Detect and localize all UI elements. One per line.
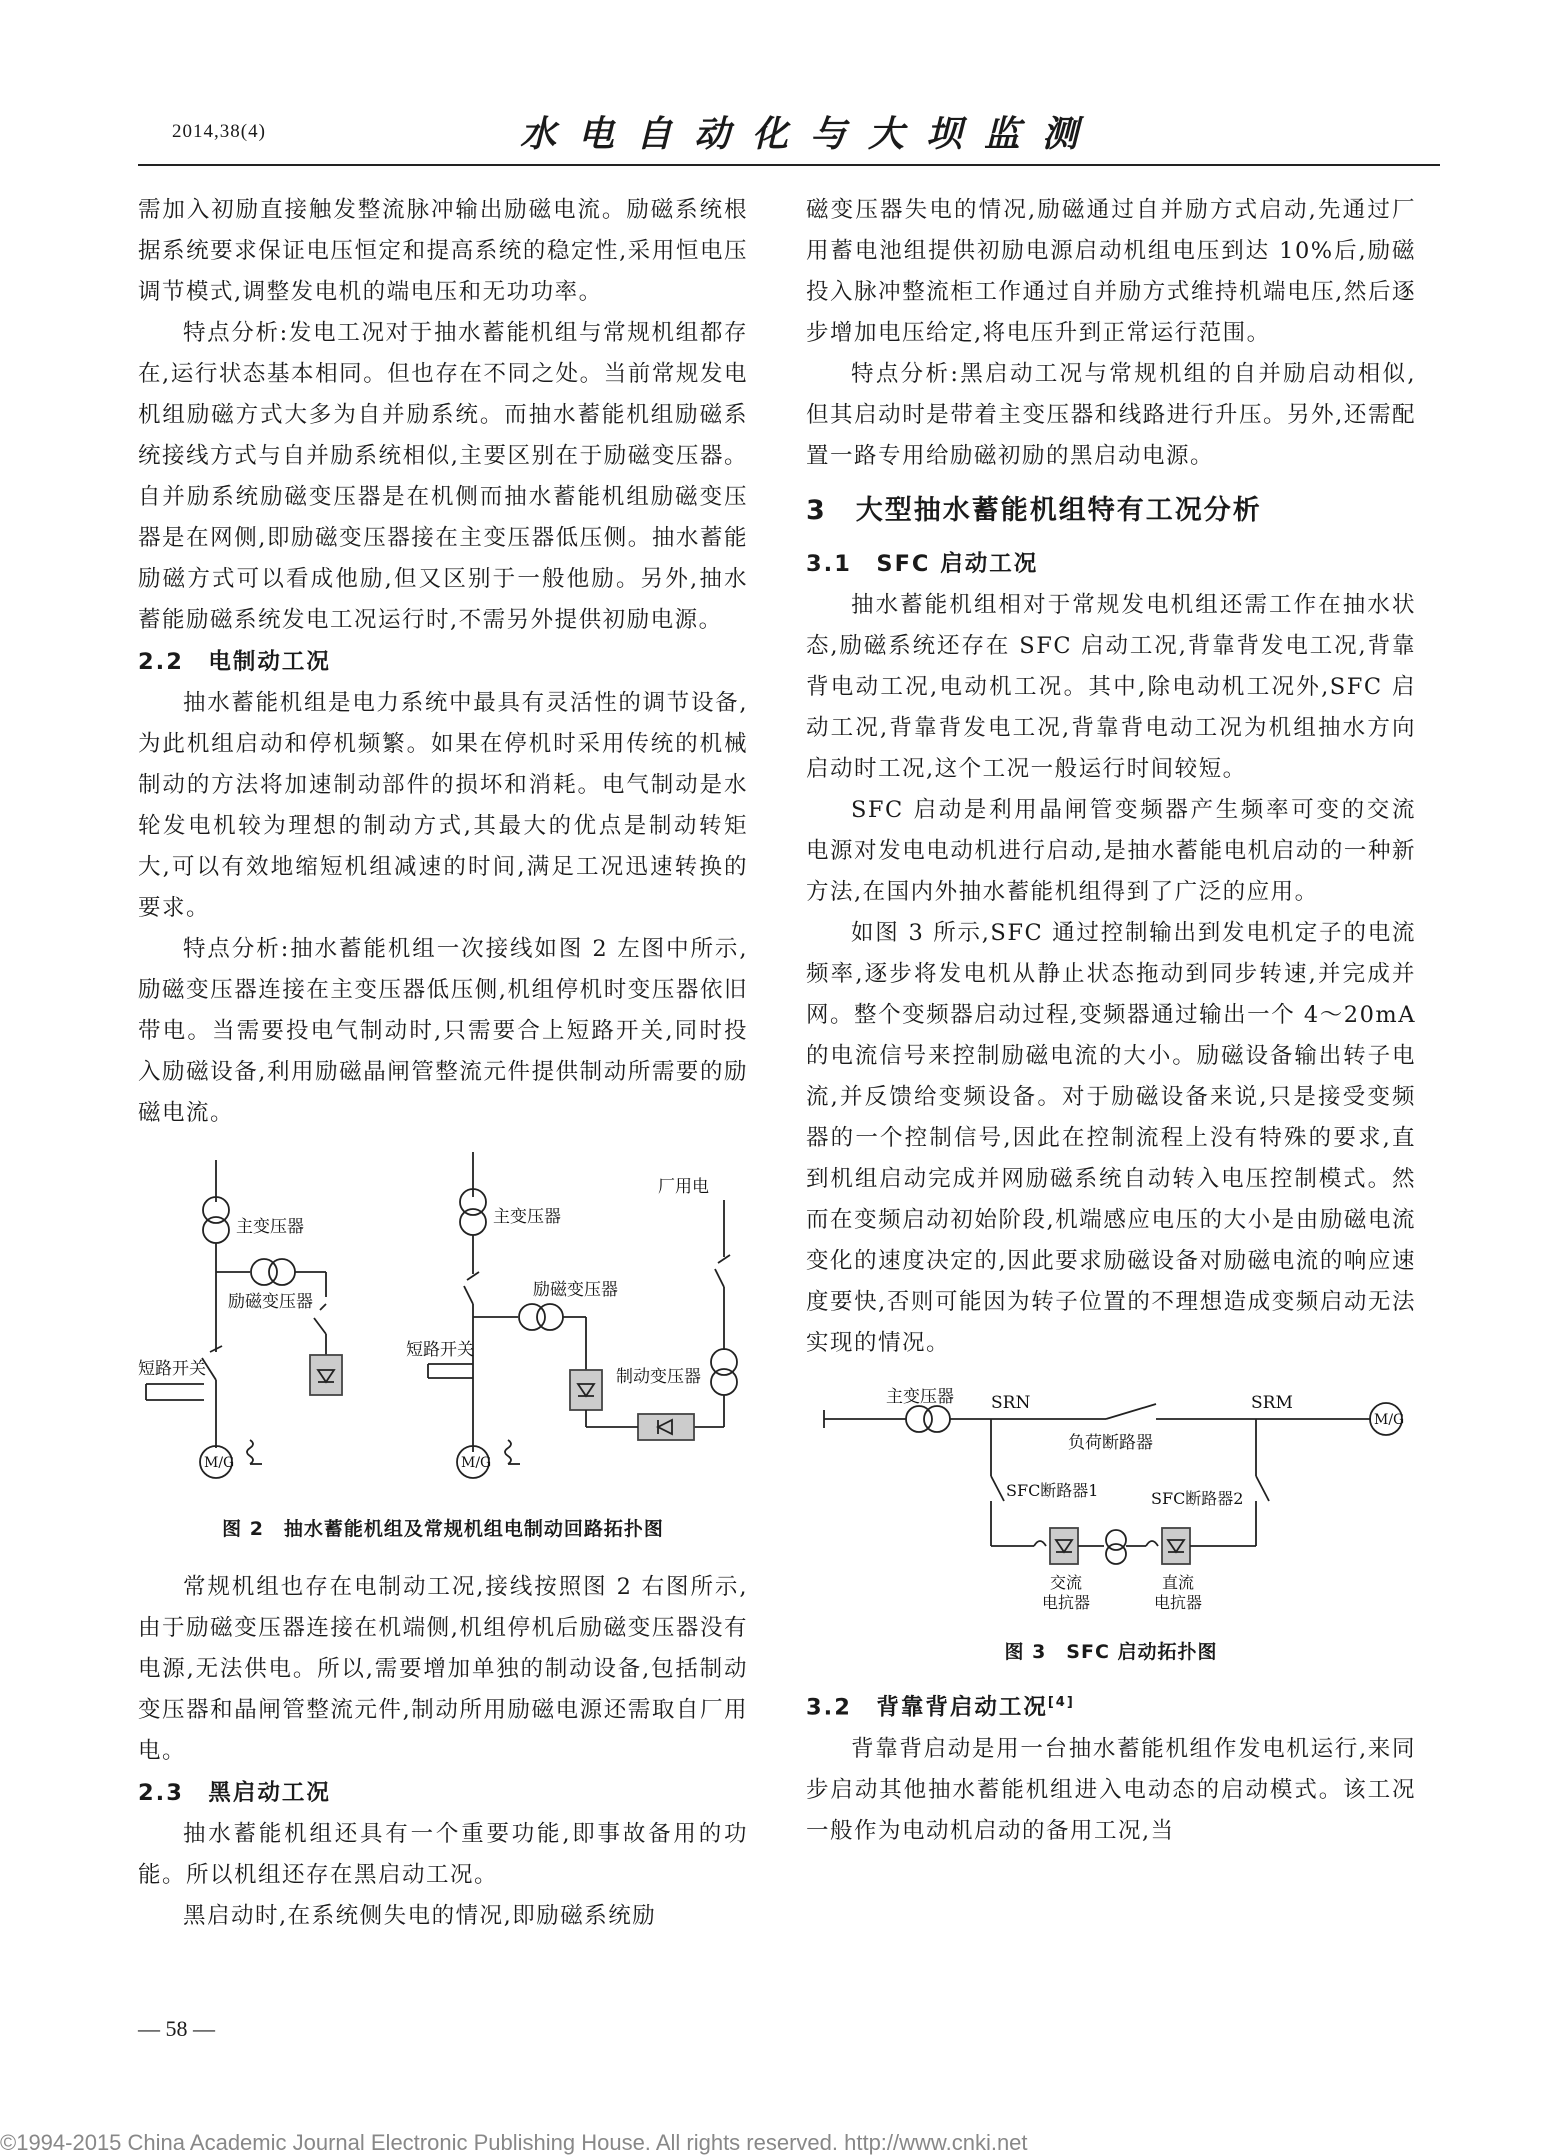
paragraph: 特点分析:抽水蓄能机组一次接线如图 2 左图中所示,励磁变压器连接在主变压器低压侧,机组停机时变压器依旧带电。当需要投电气制动时,只需要合上短路开关,同时投入励磁设备,利用励磁晶闸管整流元件提供制动所需要的励磁电流。 (138, 936, 748, 1126)
label-dc-reactor-line1: 直流 (1162, 1573, 1195, 1592)
label-mg-fig3: M/G (1374, 1412, 1405, 1428)
paragraph: 抽水蓄能机组相对于常规发电机组还需工作在抽水状态,励磁系统还存在 SFC 启动工况,背靠背发电工况,背靠背电动工况,电动机工况。其中,除电动机工况外,SFC 启动工况,背靠背发电工况,背靠背电动工况为机组抽水方向启动时工况,这个工况一般运行时间较短。 (806, 592, 1416, 782)
label-sfc-breaker-1: SFC断路器1 (1006, 1481, 1099, 1500)
figure-3-caption: 图 3 SFC 启动拓扑图 (1004, 1641, 1218, 1663)
section-heading-2-2: 2.2 电制动工况 (138, 649, 331, 675)
label-load-breaker: 负荷断路器 (1068, 1433, 1153, 1453)
paragraph: 特点分析:发电工况对于抽水蓄能机组与常规机组都存在,运行状态基本相同。但也存在不同之处。当前常规发电机组励磁方式大多为自并励系统。而抽水蓄能机组励磁系统接线方式与自并励系统相似,主要区别在于励磁变压器。自并励系统励磁变压器是在机侧而抽水蓄能机组励磁变压器是在网侧,即励磁变压器接在主变压器低压侧。抽水蓄能励磁方式可以看成他励,但又区别于一般他励。另外,抽水蓄能励磁系统发电工况运行时,不需另外提供初励电源。 (138, 320, 748, 633)
label-dc-reactor-line2: 电抗器 (1154, 1593, 1203, 1612)
label-sfc-breaker-2: SFC断路器2 (1151, 1489, 1244, 1508)
citation-ref: [4] (1047, 1695, 1075, 1710)
paragraph: 常规机组也存在电制动工况,接线按照图 2 右图所示,由于励磁变压器连接在机端侧,机组停机后励磁变压器没有电源,无法供电。所以,需要增加单独的制动设备,包括制动变压器和晶闸管整流元件,制动所用励磁电源还需取自厂用电。 (138, 1574, 748, 1764)
label-short-switch-left: 短路开关 (138, 1359, 206, 1379)
figure-3-diagram (806, 1376, 1416, 1626)
label-house-power: 厂用电 (658, 1177, 709, 1197)
section-heading-2-3: 2.3 黑启动工况 (138, 1780, 331, 1806)
paragraph: SFC 启动是利用晶闸管变频器产生频率可变的交流电源对发电电动机进行启动,是抽水蓄能电机启动的一种新方法,在国内外抽水蓄能机组得到了广泛的应用。 (806, 797, 1416, 905)
header-rule (138, 164, 1440, 166)
section-heading-3-2 (806, 1682, 1416, 1729)
right-column (806, 190, 1416, 1852)
label-main-transformer-right: 主变压器 (493, 1207, 561, 1227)
paragraph: 需加入初励直接触发整流脉冲输出励磁电流。励磁系统根据系统要求保证电压恒定和提高系统的稳定性,采用恒电压调节模式,调整发电机的端电压和无功功率。 (138, 197, 748, 305)
paragraph: 磁变压器失电的情况,励磁通过自并励方式启动,先通过厂用蓄电池组提供初励电源启动机组电压到达 10%后,励磁投入脉冲整流柜工作通过自并励方式维持机端电压,然后逐步增加电压给定,将电压升到正常运行范围。 (806, 197, 1416, 346)
paragraph: 黑启动时,在系统侧失电的情况,即励磁系统励 (183, 1903, 657, 1929)
figure-2-diagram (138, 1152, 748, 1507)
left-column (138, 190, 748, 1937)
figure-2-caption: 图 2 抽水蓄能机组及常规机组电制动回路拓扑图 (222, 1518, 664, 1540)
page-number: — 58 — (138, 2016, 215, 2041)
journal-title: 水电自动化与大坝监测 (519, 113, 1100, 155)
label-ac-reactor-line1: 交流 (1050, 1573, 1083, 1592)
section-heading-3: 3 大型抽水蓄能机组特有工况分析 (806, 495, 1262, 526)
label-short-switch-right: 短路开关 (406, 1340, 474, 1360)
paragraph: 特点分析:黑启动工况与常规机组的自并励启动相似,但其启动时是带着主变压器和线路进行升压。另外,还需配置一路专用给励磁初励的黑启动电源。 (806, 361, 1416, 469)
paragraph: 抽水蓄能机组是电力系统中最具有灵活性的调节设备,为此机组启动和停机频繁。如果在停机时采用传统的机械制动的方法将加速制动部件的损坏和消耗。电气制动是水轮发电机较为理想的制动方式,其最大的优点是制动转矩大,可以有效地缩短机组减速的时间,满足工况迅速转换的要求。 (138, 690, 748, 921)
label-main-transformer-left: 主变压器 (236, 1217, 304, 1237)
label-srn: SRN (991, 1393, 1031, 1413)
label-exc-transformer-right: 励磁变压器 (533, 1280, 618, 1300)
section-heading-3-1: 3.1 SFC 启动工况 (806, 551, 1039, 577)
label-srm: SRM (1251, 1393, 1293, 1413)
label-mg-right: M/G (461, 1455, 492, 1471)
label-brake-transformer: 制动变压器 (616, 1367, 701, 1387)
label-main-transformer-fig3: 主变压器 (886, 1387, 954, 1407)
paragraph: 背靠背启动是用一台抽水蓄能机组作发电机运行,来同步启动其他抽水蓄能机组进入电动态的启动模式。该工况一般作为电动机启动的备用工况,当 (806, 1735, 1416, 1844)
paragraph: 如图 3 所示,SFC 通过控制输出到发电机定子的电流频率,逐步将发电机从静止状态拖动到同步转速,并完成并网。整个变频器启动过程,变频器通过输出一个 4～20mA 的电流信号来控制励磁电流的大小。励磁设备输出转子电流,并反馈给变频设备。对于励磁设备来说,只是接受变频器的一个控制信号,因此在控制流程上没有特殊的要求,直到机组启动完成并网励磁系统自动转入电压控制模式。然而在变频启动初始阶段,机端感应电压的大小是由励磁电流变化的速度决定的,因此要求励磁设备对励磁电流的响应速度要快,否则可能因为转子位置的不理想造成变频启动无法实现的情况。 (806, 920, 1416, 1356)
copyright-notice: ©1994-2015 China Academic Journal Electronic Publishing House. All rights reserved. http://www.cnki.net (0, 2130, 1028, 2155)
label-ac-reactor-line2: 电抗器 (1042, 1593, 1091, 1612)
paragraph: 抽水蓄能机组还具有一个重要功能,即事故备用的功能。所以机组还存在黑启动工况。 (138, 1821, 748, 1888)
issue-number: 2014,38(4) (172, 121, 266, 142)
label-exc-transformer-left: 励磁变压器 (228, 1292, 313, 1312)
label-mg-left: M/G (204, 1455, 235, 1471)
section-heading-3-2-text: 3.2 背靠背启动工况 (806, 1694, 1048, 1721)
